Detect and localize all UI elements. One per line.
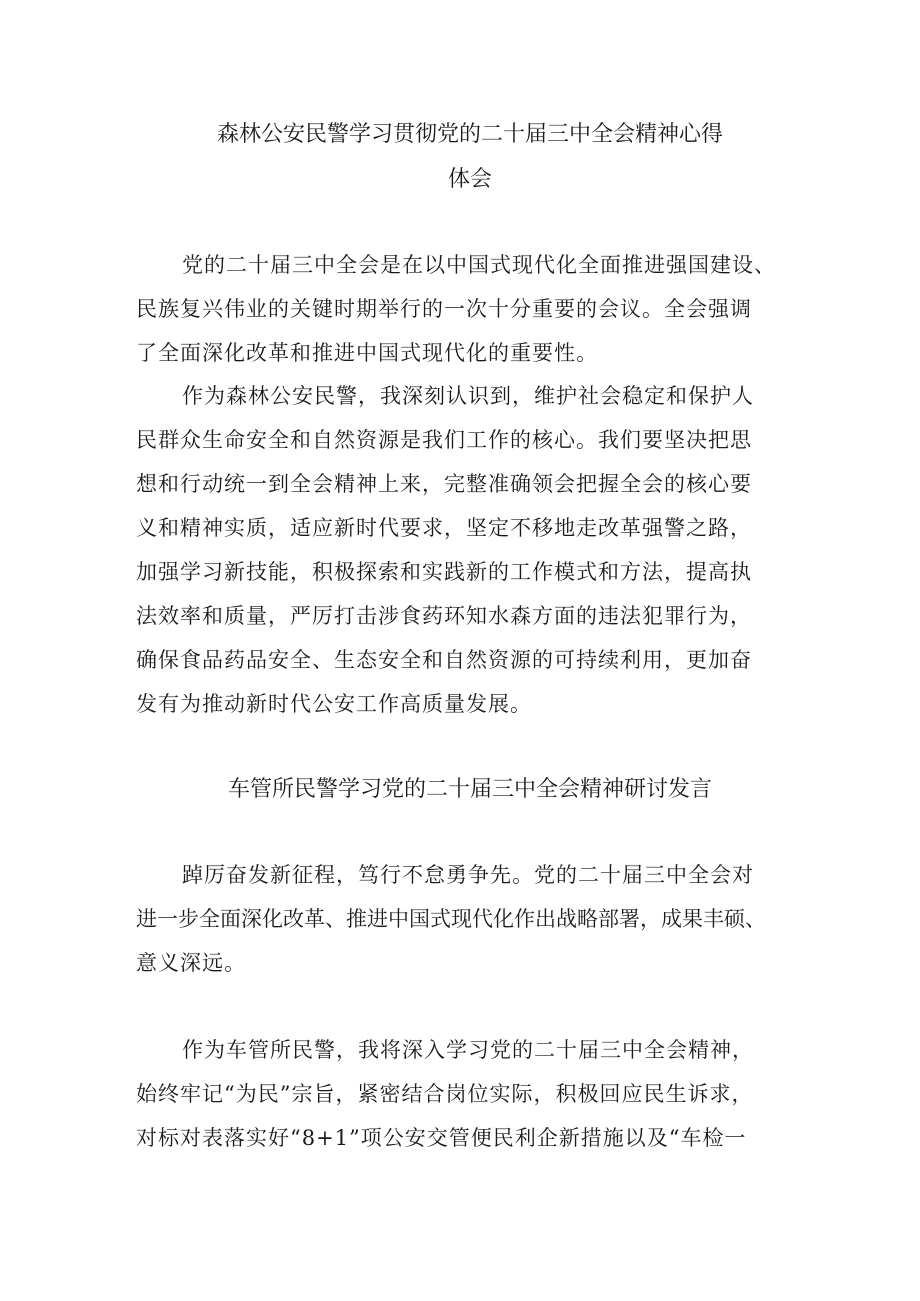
text-line: 踔厉奋发新征程，笃行不怠勇争先。党的二十届三中全会对	[182, 863, 754, 887]
article-2-paragraph-2	[136, 1028, 796, 1160]
text-line: 作为车管所民警，我将深入学习党的二十届三中全会精神，	[182, 1038, 754, 1062]
text-line: 确保食品药品安全、生态安全和自然资源的可持续利用，更加奋	[136, 648, 752, 672]
article-1-paragraph-1	[136, 243, 796, 375]
text-line: 加强学习新技能，积极探索和实践新的工作模式和方法，提高执	[136, 560, 752, 584]
text-line: 民群众生命安全和自然资源是我们工作的核心。我们要坚决把思	[136, 428, 752, 452]
text-line: 始终牢记“为民”宗旨，紧密结合岗位实际，积极回应民生诉求，	[136, 1082, 754, 1106]
text-line: 法效率和质量，严厉打击涉食药环知水森方面的违法犯罪行为，	[136, 604, 752, 628]
article-1-title-line-1: 森林公安民警学习贯彻党的二十届三中全会精神心得	[216, 122, 723, 147]
text-line: 进一步全面深化改革、推进中国式现代化作出战略部署，成果丰硕、	[136, 907, 766, 931]
article-2-paragraph-1	[136, 853, 796, 985]
article-1-title-continued	[120, 165, 820, 195]
text-line: 想和行动统一到全会精神上来，完整准确领会把握全会的核心要	[136, 472, 752, 496]
article-1-title-line-2: 体会	[447, 167, 492, 192]
article-2-title	[120, 775, 820, 805]
text-line: 了全面深化改革和推进中国式现代化的重要性。	[136, 341, 598, 365]
text-line: 对标对表落实好“8+1”项公安交管便民利企新措施以及“车检一	[136, 1126, 747, 1150]
article-1-title	[120, 120, 820, 150]
article-2-title-text: 车管所民警学习党的二十届三中全会精神研讨发言	[227, 777, 712, 802]
text-line: 作为森林公安民警，我深刻认识到，维护社会稳定和保护人	[182, 384, 754, 408]
text-line: 意义深远。	[136, 951, 246, 975]
text-line: 发有为推动新时代公安工作高质量发展。	[136, 692, 532, 716]
text-line: 党的二十届三中全会是在以中国式现代化全面推进强国建设、	[182, 253, 776, 277]
article-1-paragraph-2	[136, 374, 796, 726]
text-line: 义和精神实质，适应新时代要求，坚定不移地走改革强警之路，	[136, 516, 752, 540]
text-line: 民族复兴伟业的关键时期举行的一次十分重要的会议。全会强调	[136, 297, 752, 321]
